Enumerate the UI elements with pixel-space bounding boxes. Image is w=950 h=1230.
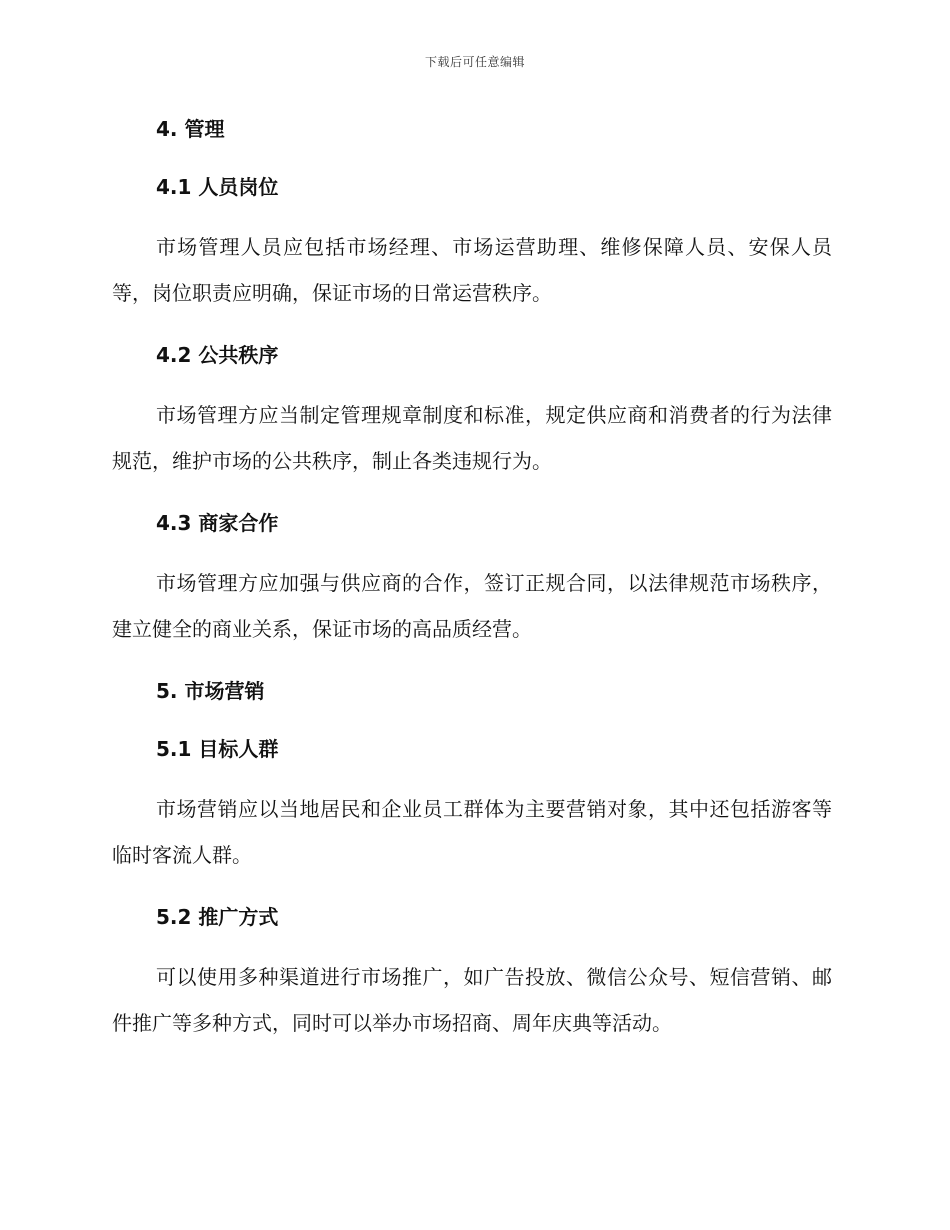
section-heading-4: 4. 管理 [156,117,225,141]
header-note: 下载后可任意编辑 [424,55,525,69]
section-text-4-3: 市场管理方应加强与供应商的合作，签订正规合同，以法律规范市场秩序，建立健全的商业关系，保证市场的高品质经营。 [112,571,832,641]
section-text-4-2: 市场管理方应当制定管理规章制度和标准，规定供应商和消费者的行为法律规范，维护市场的公共秩序，制止各类违规行为。 [112,403,832,473]
section-heading-5-2: 5.2 推广方式 [156,905,279,929]
section-heading-4-1: 4.1 人员岗位 [156,175,279,199]
document-body [112,110,832,1066]
section-text-5-1: 市场营销应以当地居民和企业员工群体为主要营销对象，其中还包括游客等临时客流人群。 [112,797,832,867]
section-heading-4-3: 4.3 商家合作 [156,511,279,535]
section-heading-5-1: 5.1 目标人群 [156,737,279,761]
section-heading-4-2: 4.2 公共秩序 [156,343,279,367]
section-heading-5: 5. 市场营销 [156,679,265,703]
section-text-4-1: 市场管理人员应包括市场经理、市场运营助理、维修保障人员、安保人员等，岗位职责应明确，保证市场的日常运营秩序。 [112,235,832,305]
section-text-5-2: 可以使用多种渠道进行市场推广，如广告投放、微信公众号、短信营销、邮件推广等多种方式，同时可以举办市场招商、周年庆典等活动。 [112,965,832,1035]
